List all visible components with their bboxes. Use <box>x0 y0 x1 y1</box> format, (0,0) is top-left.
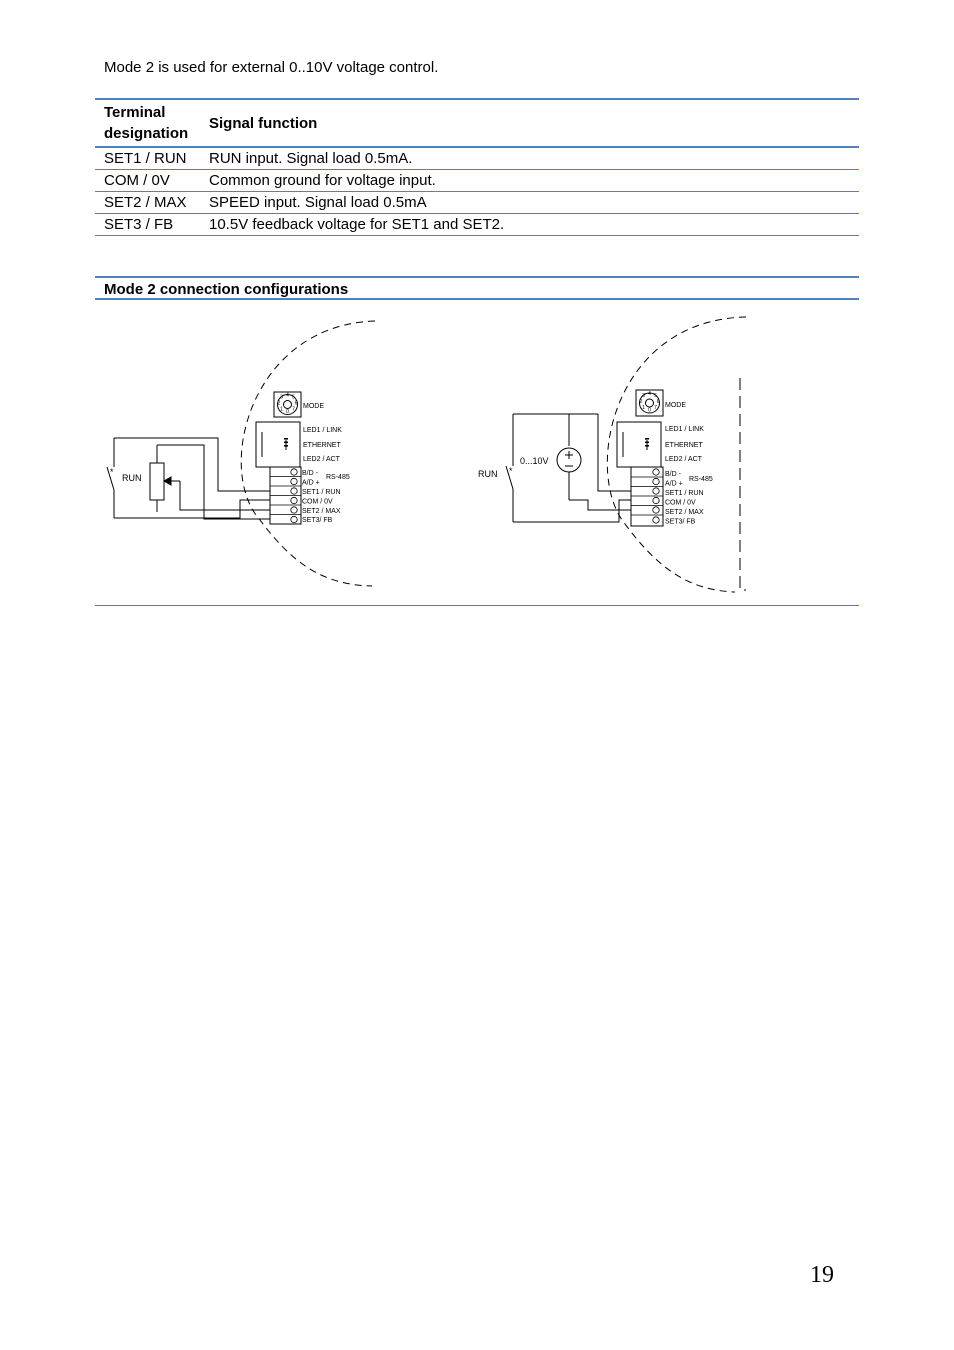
terminal-label: SET3/ FB <box>665 518 696 526</box>
wire-max-left <box>180 481 270 510</box>
wire-run-left <box>114 438 270 491</box>
header-terminal-designation: Terminal designation <box>104 104 189 142</box>
table-row <box>95 192 859 214</box>
rs485-label: RS-485 <box>689 476 713 483</box>
terminal-label: SET1 / RUN <box>302 489 341 496</box>
terminal-label: B/D - <box>665 471 681 478</box>
header-signal-function: Signal function <box>209 114 318 132</box>
terminal-cell: SET2 / MAX <box>104 194 187 211</box>
terminal-label: COM / 0V <box>665 499 696 507</box>
potentiometer-left <box>150 463 164 500</box>
dial-digit: 3 <box>642 393 645 399</box>
dial-digit: 0 <box>648 407 651 414</box>
function-cell: Common ground for voltage input. <box>209 172 436 189</box>
terminal-label: SET2 / MAX <box>665 509 704 516</box>
function-cell: SPEED input. Signal load 0.5mA <box>209 194 427 211</box>
wire-fb-left <box>157 445 270 519</box>
intro-text: Mode 2 is used for external 0..10V voltage control. <box>104 59 439 76</box>
terminal-cell: COM / 0V <box>104 172 170 189</box>
section-bottom-rule <box>95 605 859 606</box>
wire-max-right <box>569 500 631 510</box>
switch-marker: * <box>509 466 513 476</box>
function-cell: 10.5V feedback voltage for SET1 and SET2. <box>209 216 505 233</box>
terminal-label: A/D + <box>665 480 683 488</box>
dial-digit: 3 <box>280 394 283 401</box>
dial-digit: 1 <box>280 406 283 413</box>
dial-digit: 4 <box>648 391 651 397</box>
ethernet-label: ETHERNET <box>303 442 341 449</box>
ethernet-label: ETHERNET <box>665 442 703 449</box>
table-header-row <box>95 99 859 147</box>
terminal-label: A/D + <box>302 479 320 487</box>
dial-digit: 4 <box>286 392 289 399</box>
wire-com-left <box>114 500 270 518</box>
terminal-label: COM / 0V <box>302 498 333 506</box>
led2-label: LED2 / ACT <box>665 456 702 463</box>
voltage-label: 0...10V <box>520 456 549 466</box>
terminal-cell: SET1 / RUN <box>104 150 187 167</box>
dial-digit: 5 <box>292 394 295 401</box>
led1-label: LED1 / LINK <box>303 427 342 434</box>
rs485-label: RS-485 <box>326 474 350 481</box>
dial-digit: 7 <box>292 406 295 413</box>
dial-digit: 6 <box>656 399 660 405</box>
mode-label: MODE <box>303 403 324 410</box>
terminal-table <box>95 98 859 236</box>
dial-digit: 7 <box>654 405 657 411</box>
led2-label: LED2 / ACT <box>303 456 340 463</box>
run-label: RUN <box>478 469 498 479</box>
run-label: RUN <box>122 473 142 483</box>
dial-digit: 0 <box>286 409 289 415</box>
switch-marker: * <box>110 467 114 477</box>
dial-digit: 2 <box>277 400 281 407</box>
dial-digit: 6 <box>294 400 298 407</box>
dial-digit: 5 <box>654 393 657 399</box>
wire-run-right <box>598 414 631 491</box>
led1-label: LED1 / LINK <box>665 426 704 433</box>
terminal-label: SET2 / MAX <box>302 508 341 515</box>
ethernet-port-left <box>256 422 300 467</box>
terminal-cell: SET3 / FB <box>104 216 174 233</box>
table-row <box>95 170 859 192</box>
panel-edge-right <box>740 378 746 590</box>
device-outline-right <box>607 317 746 592</box>
page-number: 19 <box>810 1262 834 1288</box>
wiring-diagram <box>0 300 954 600</box>
section-header <box>95 276 859 300</box>
section-title: Mode 2 connection configurations <box>104 281 349 298</box>
terminal-block-right <box>631 467 663 526</box>
table-row <box>95 147 859 170</box>
terminal-label: SET1 / RUN <box>665 490 704 497</box>
terminal-label: B/D - <box>302 470 318 477</box>
ethernet-port-right <box>617 422 661 467</box>
terminal-label: SET3/ FB <box>302 517 333 524</box>
mode-label: MODE <box>665 402 686 409</box>
dial-digit: 1 <box>642 405 645 411</box>
function-cell: RUN input. Signal load 0.5mA. <box>209 150 413 167</box>
dial-digit: 2 <box>639 399 643 405</box>
device-outline-left <box>241 321 375 586</box>
table-row <box>95 214 859 236</box>
